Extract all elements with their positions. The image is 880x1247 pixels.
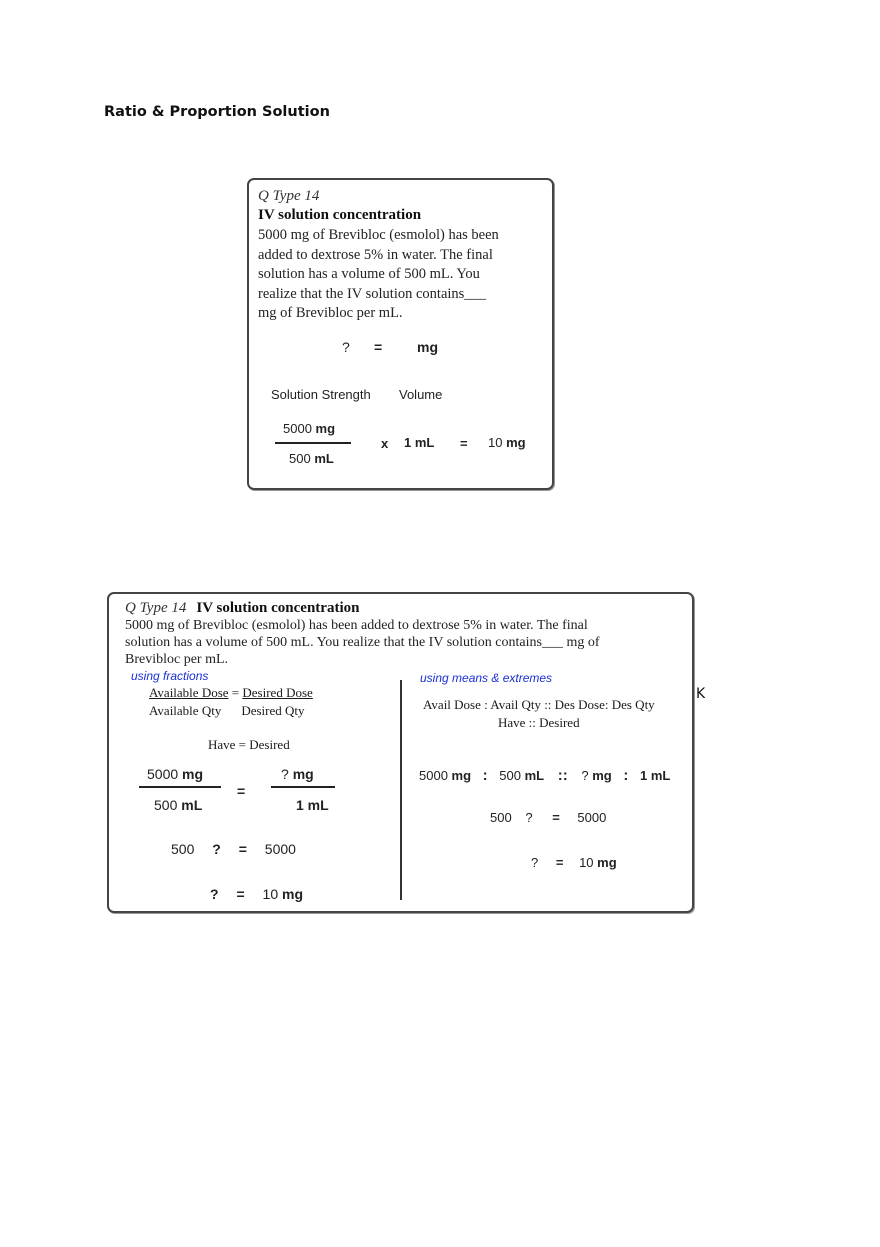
question-header: [125, 599, 359, 617]
question-title: IV solution concentration: [258, 207, 422, 223]
proportion-setup: 5000 mg : 500 mL :: ? mg : 1 mL: [419, 767, 671, 784]
left-fraction-denominator: 500 mL: [154, 797, 203, 813]
method-divider: [400, 680, 402, 900]
question-line: realize that the IV solution contains___: [258, 285, 487, 302]
question-card-comparison: [107, 592, 694, 913]
means-step-2: ? = 10 mg: [531, 855, 617, 870]
setup-equals: =: [374, 339, 383, 355]
question-line: solution has a volume of 500 mL. You: [258, 266, 480, 282]
stray-mark: K: [696, 686, 706, 702]
times-sign: x: [381, 436, 389, 451]
setup-unit: mg: [417, 339, 438, 355]
question-type-label: Q Type 14: [125, 600, 187, 616]
left-fraction-bar: [139, 786, 221, 788]
result-equals: =: [460, 436, 468, 451]
page-heading: Ratio & Proportion Solution: [104, 104, 330, 120]
question-line: 5000 mg of Brevibloc (esmolol) has been added to dextrose 5% in water. The final: [125, 618, 588, 633]
setup-unknown: ?: [342, 339, 350, 355]
fraction-numerator: 5000 mg: [283, 421, 336, 436]
have-equals-desired: Have = Desired: [208, 737, 290, 752]
right-fraction-bar: [271, 786, 335, 788]
means-formula-line-2: Have :: Desired: [498, 715, 580, 730]
question-line: mg of Brevibloc per mL.: [258, 305, 403, 321]
means-step-1: 500 ? = 5000: [490, 810, 607, 825]
question-title: IV solution concentration: [196, 600, 360, 616]
fraction-formula-top: Available Dose = Desired Dose: [149, 685, 313, 700]
method-label-fractions: using fractions: [131, 669, 209, 683]
question-line: added to dextrose 5% in water. The final: [258, 246, 493, 263]
question-card-simple: [247, 178, 554, 490]
result-value: 10 mg: [488, 435, 526, 450]
question-text: [125, 617, 600, 668]
question-text: [258, 226, 499, 324]
fraction-bar: [275, 442, 351, 444]
fraction-formula-bottom: Available Qty Desired Qty: [149, 703, 305, 718]
method-label-means-extremes: using means & extremes: [420, 671, 553, 685]
question-line: solution has a volume of 500 mL. You realize that the IV solution contains___ mg of: [125, 635, 600, 650]
fraction-equals: =: [237, 783, 246, 799]
fraction-denominator: 500 mL: [289, 451, 334, 466]
left-fraction-numerator: 5000 mg: [147, 766, 204, 782]
question-line: 5000 mg of Brevibloc (esmolol) has been: [258, 227, 499, 243]
column-label-solution-strength: Solution Strength: [271, 387, 371, 402]
volume-value: 1 mL: [404, 435, 435, 450]
column-label-volume: Volume: [399, 387, 443, 402]
means-formula-line-1: Avail Dose : Avail Qty :: Des Dose: Des Qty: [423, 697, 655, 712]
fraction-step-1: 500 ? = 5000: [171, 841, 296, 857]
right-fraction-denominator: 1 mL: [296, 797, 329, 813]
right-fraction-numerator: ? mg: [281, 766, 314, 782]
question-line: Brevibloc per mL.: [125, 652, 229, 667]
fraction-step-2: ? = 10 mg: [210, 886, 303, 902]
question-type-label: Q Type 14: [258, 188, 320, 204]
